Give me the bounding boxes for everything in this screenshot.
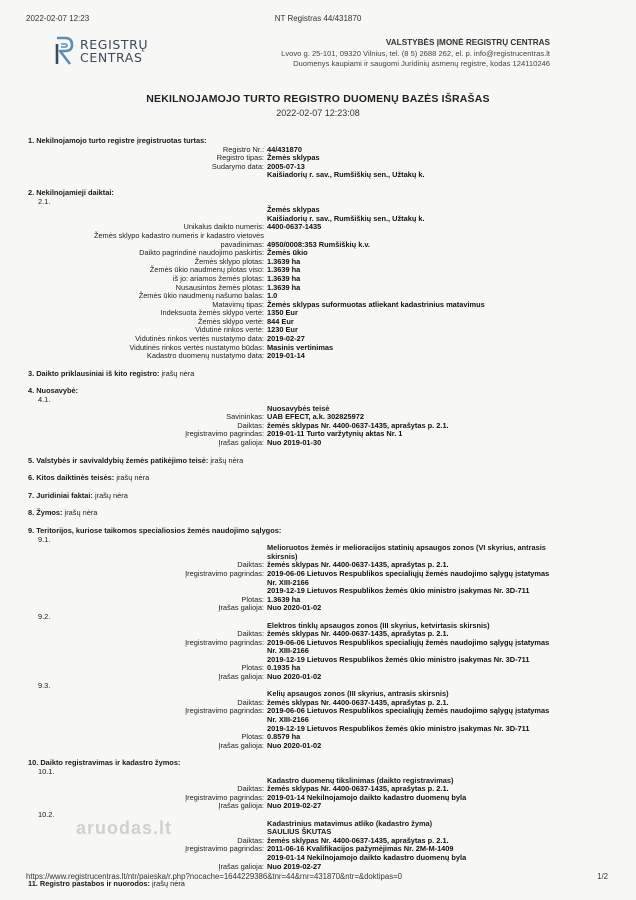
field-value: žemės sklypas Nr. 4400-0637-1435, aprašytas p. 2.1. [267,697,449,707]
item-block-title: Kadastro duomenų tikslinimas (daikto registravimas) [267,775,454,785]
field-label: Žemės ūkio naudmenų plotas viso: [149,265,264,275]
section-4-rows [28,413,588,447]
section-7 [28,492,588,501]
section-4-item-number: 4.1. [38,395,51,405]
section-10-title: 10. Daikto registravimas ir kadastro žymos: [28,758,181,768]
field-label: Įregistravimo pagrindas: [185,568,264,578]
field-value: Žemės sklypas [267,153,320,163]
field-label: Nusausintos žemės plotas: [175,282,264,292]
field-label [28,579,267,588]
field-value: Nr. XIII-2166 [267,646,309,656]
field-label: Plotas: [241,732,264,742]
field-label: Kadastro duomenų nustatymo data: [146,351,264,361]
field-value: 0.1935 ha [267,663,301,673]
section-6-title: 6. Kitos daiktinės teisės: [28,473,115,483]
field-value: 2011-06-16 Kvalifikacijos pažymėjimas Nr. 2M-M-1409 [267,844,454,854]
field-label: Vidutinė rinkos vertė: [195,325,264,335]
field-value: 2019-02-27 [267,334,305,344]
field-label: Įrašas galioja: [218,438,264,447]
field-row [28,249,588,258]
item-number: 9.1. [38,534,51,544]
field-label: Savininkas: [226,412,264,422]
field-value: 2019-12-19 Lietuvos Respublikos žemės ūkio ministro įsakymas Nr. 3D-711 [267,586,530,596]
field-value: 2019-01-14 [267,351,305,361]
field-value: 2019-12-19 Lietuvos Respublikos žemės ūkio ministro įsakymas Nr. 3D-711 [267,723,530,733]
aruodas-watermark: aruodas.lt [76,818,173,838]
section-6-note: įrašų nėra [116,473,150,483]
field-label: Žemės ūkio naudmenų našumo balas: [138,291,264,301]
section-5-title: 5. Valstybės ir savivaldybių žemės patikėjimo teisė: [28,455,209,465]
field-label: Daikto pagrindinė naudojimo paskirtis: [139,248,264,258]
field-label: Sudarymo data: [211,161,264,171]
field-label: Įregistravimo pagrindas: [185,844,264,854]
field-row [28,275,588,284]
document-title: NEKILNOJAMOJO TURTO REGISTRO DUOMENŲ BAZĖS IŠRAŠAS [146,93,490,105]
field-value: 2019-06-06 Lietuvos Respublikos specialiųjų žemės naudojimo sąlygų įstatymas [267,568,550,578]
field-label: Įregistravimo pagrindas: [185,706,264,716]
field-row [28,863,588,872]
print-doc-ref: NT Registras 44/431870 [274,14,362,23]
item-block-title: Melioruotos žemės ir melioracijos statinių apsaugos zonos (VI skyrius, antrasis [267,543,546,553]
field-label: Įrašas galioja: [218,672,264,682]
field-label: Žemės sklypo plotas: [194,256,264,266]
section-11-note: įrašų nėra [152,879,185,889]
field-label: Įregistravimo pagrindas: [185,429,264,439]
field-label: Daiktas: [237,784,264,794]
field-value: žemės sklypas Nr. 4400-0637-1435, aprašytas p. 2.1. [267,420,449,430]
field-value: Nuo 2020-01-02 [267,672,322,682]
field-value: žemės sklypas Nr. 4400-0637-1435, aprašytas p. 2.1. [267,835,449,845]
field-row [28,439,588,448]
footer-url: https://www.registrucentras.lt/ntr/paieska/r.php?nocache=1644229386&tnr=44&rnr=431870&ntr=&doktipas=0 [26,872,403,881]
field-label: Matavimų tipas: [212,299,264,309]
field-label: Įrašas galioja: [218,603,264,613]
section-5 [28,457,588,466]
organization-address: Lvovo g. 25-101, 09320 Vilnius, tel. (8 5) 2688 262, el. p. info@registrucentras.lt [281,48,550,58]
footer-page-number: 1/2 [597,872,608,881]
field-row [28,326,588,335]
field-row [28,604,588,613]
field-label: Registro tipas: [216,153,264,163]
field-row [28,352,588,361]
document-datetime: 2022-02-07 12:23:08 [276,108,360,118]
field-label: Indeksuota žemės sklypo vertė: [160,308,264,318]
field-row [28,802,588,811]
section-8 [28,509,588,518]
field-row [28,284,588,293]
section-8-title: 8. Žymos: [28,508,63,518]
field-value: 1.3639 ha [267,256,301,266]
item-number: 10.1. [38,767,55,776]
field-value: 1230 Eur [267,325,298,335]
field-label: Daiktas: [237,560,264,570]
field-value: 2019-01-14 Nekilnojamojo daikto kadastro duomenų byla [267,792,467,802]
item-block-title: Elektros tinklų apsaugos zonos (III skyrius, ketvirtasis skirsnis) [267,620,490,630]
field-value: Nuo 2020-01-02 [267,740,322,750]
field-row [28,241,588,250]
item-number: 10.2. [38,809,55,819]
field-value: 4400-0637-1435 [267,222,322,232]
field-value: 1.3639 ha [267,265,301,275]
field-value: 2019-06-06 Lietuvos Respublikos specialiųjų žemės naudojimo sąlygų įstatymas [267,637,550,647]
item-rows [28,561,588,613]
field-label: Įrašas galioja: [218,861,264,871]
field-value: Nuo 2019-02-27 [267,861,322,871]
field-label [28,716,267,725]
field-label: pavadinimas: [220,239,264,249]
item-block-title: Kadastrinius matavimus atliko (kadastro žyma) [267,818,433,828]
field-label: Daiktas: [237,420,264,430]
field-label: Įrašas galioja: [218,740,264,750]
registru-centras-logo-icon [54,36,76,66]
section-6 [28,474,588,483]
section-3-note: įrašų nėra [161,368,195,378]
organization-note: Duomenys kaupiami ir saugomi Juridinių asmenų registre, kodas 124110246 [293,59,550,68]
field-label [28,587,267,596]
field-label: Unikalus daikto numeris: [183,222,264,232]
field-value: 44/431870 [267,144,302,154]
field-value: 2005-07-13 [267,161,305,171]
field-value: 2019-01-11 Turto varžytynių aktas Nr. 1 [267,429,403,439]
section-7-title: 7. Juridiniai faktai: [28,490,93,500]
field-label: Plotas: [241,663,264,673]
field-value: žemės sklypas Nr. 4400-0637-1435, aprašytas p. 2.1. [267,560,449,570]
field-value: Žemės sklypas [267,205,320,215]
logo-line-1: REGISTRŲ [80,37,149,52]
field-label: Įregistravimo pagrindas: [185,792,264,802]
field-label: Vidutinės rinkos vertės nustatymo data: [135,334,264,344]
section-2-title: 2. Nekilnojamieji daiktai: [28,187,114,197]
field-value: Nuo 2019-01-30 [267,438,322,447]
item-rows [28,837,588,871]
section-11-title: 11. Registro pastabos ir nuorodos: [28,879,150,889]
field-value: 1.3639 ha [267,273,301,283]
field-row [28,725,588,734]
item-number: 9.2. [38,611,51,621]
item-block-title: skirsnis) [267,551,298,561]
field-value: 844 Eur [267,316,294,326]
field-value: Žemės ūkio [267,248,308,258]
field-row [28,742,588,751]
field-row [28,258,588,267]
field-value: žemės sklypas Nr. 4400-0637-1435, aprašytas p. 2.1. [267,784,449,794]
field-value: Kaišiadorių r. sav., Rumšiškių sen., Užtakų k. [267,213,425,223]
field-value: 4950/0008:353 Rumšiškių k.v. [267,239,370,249]
section-3 [28,370,588,379]
field-label: Žemės sklypo vertė: [197,316,264,326]
field-row [28,344,588,353]
organization-info [281,38,550,70]
item-rows [28,785,588,811]
field-row [28,587,588,596]
section-9-items [28,536,588,751]
field-label [28,656,267,665]
section-4-title: 4. Nuosavybė: [28,386,79,396]
field-label: iš jo: ariamos žemės plotas: [172,273,264,283]
item-block-title: SAULIUS ŠKUTAS [267,827,332,837]
section-1-rows [28,146,588,180]
field-value: 2019-12-19 Lietuvos Respublikos žemės ūkio ministro įsakymas Nr. 3D-711 [267,654,530,664]
field-label: Vidutinės rinkos vertės nustatymo būdas: [129,342,264,352]
field-value: Nuo 2020-01-02 [267,603,322,613]
field-value: 1.3639 ha [267,282,301,292]
field-row [28,266,588,275]
item-number: 9.3. [38,680,51,690]
section-2-item-number: 2.1. [38,196,51,206]
field-label: Plotas: [241,594,264,604]
field-value: UAB EFECT, a.k. 302825972 [267,412,364,422]
field-row [28,656,588,665]
field-row [28,301,588,310]
print-datetime: 2022-02-07 12:23 [26,14,90,23]
field-label: Daiktas: [237,629,264,639]
field-value: žemės sklypas Nr. 4400-0637-1435, aprašytas p. 2.1. [267,629,449,639]
field-label [28,171,267,180]
section-11 [28,880,588,889]
section-8-note: įrašų nėra [64,508,98,518]
section-2-rows [28,206,588,361]
field-value: 0.8579 ha [267,732,301,742]
section-9-title: 9. Teritorijos, kuriose taikomos specialiosios žemės naudojimo sąlygos: [28,525,282,535]
field-value: Masinis vertinimas [267,342,334,352]
field-value: 2019-01-14 Nekilnojamojo daikto kadastro duomenų byla [267,852,467,862]
field-value: Nr. XIII-2166 [267,715,309,725]
field-value: 1350 Eur [267,308,298,318]
document-content [28,137,588,889]
field-label: Daiktas: [237,697,264,707]
field-row [28,309,588,318]
field-label: Įregistravimo pagrindas: [185,637,264,647]
item-rows [28,630,588,682]
field-label [28,647,267,656]
field-value: Nuo 2019-02-27 [267,801,322,811]
section-3-title: 3. Daikto priklausiniai iš kito registro: [28,368,160,378]
field-value: Nr. XIII-2166 [267,577,309,587]
section-1-title: 1. Nekilnojamojo turto registre įregistruotas turtas: [28,136,207,145]
field-row [28,171,588,180]
field-label: Įrašas galioja: [218,801,264,811]
field-value: 2019-06-06 Lietuvos Respublikos specialiųjų žemės naudojimo sąlygų įstatymas [267,706,550,716]
field-label: Registro Nr.: [222,144,264,154]
section-5-note: įrašų nėra [210,455,244,465]
field-row [28,318,588,327]
field-value: Kaišiadorių r. sav., Rumšiškių sen., Užtakų k. [267,170,425,180]
field-value: 1.3639 ha [267,594,301,604]
item-rows [28,699,588,751]
field-label: Žemės sklypo kadastro numeris ir kadastro vietovės [93,230,264,240]
registru-centras-logo [54,36,148,66]
field-label [28,206,267,215]
logo-line-2: CENTRAS [80,50,143,65]
item-block-title: Kelių apsaugos zonos (III skyrius, antrasis skirsnis) [267,689,449,699]
field-row [28,154,588,163]
field-label: Daiktas: [237,835,264,845]
field-value: 1.0 [267,291,278,301]
organization-name: VALSTYBĖS ĮMONĖ REGISTRŲ CENTRAS [385,38,550,47]
field-row [28,673,588,682]
section-4-block-title: Nuosavybės teisė [267,403,330,413]
field-value: Žemės sklypas suformuotas atliekant kadastrinius matavimus [267,299,485,309]
field-label [28,725,267,734]
section-7-note: įrašų nėra [94,490,128,500]
